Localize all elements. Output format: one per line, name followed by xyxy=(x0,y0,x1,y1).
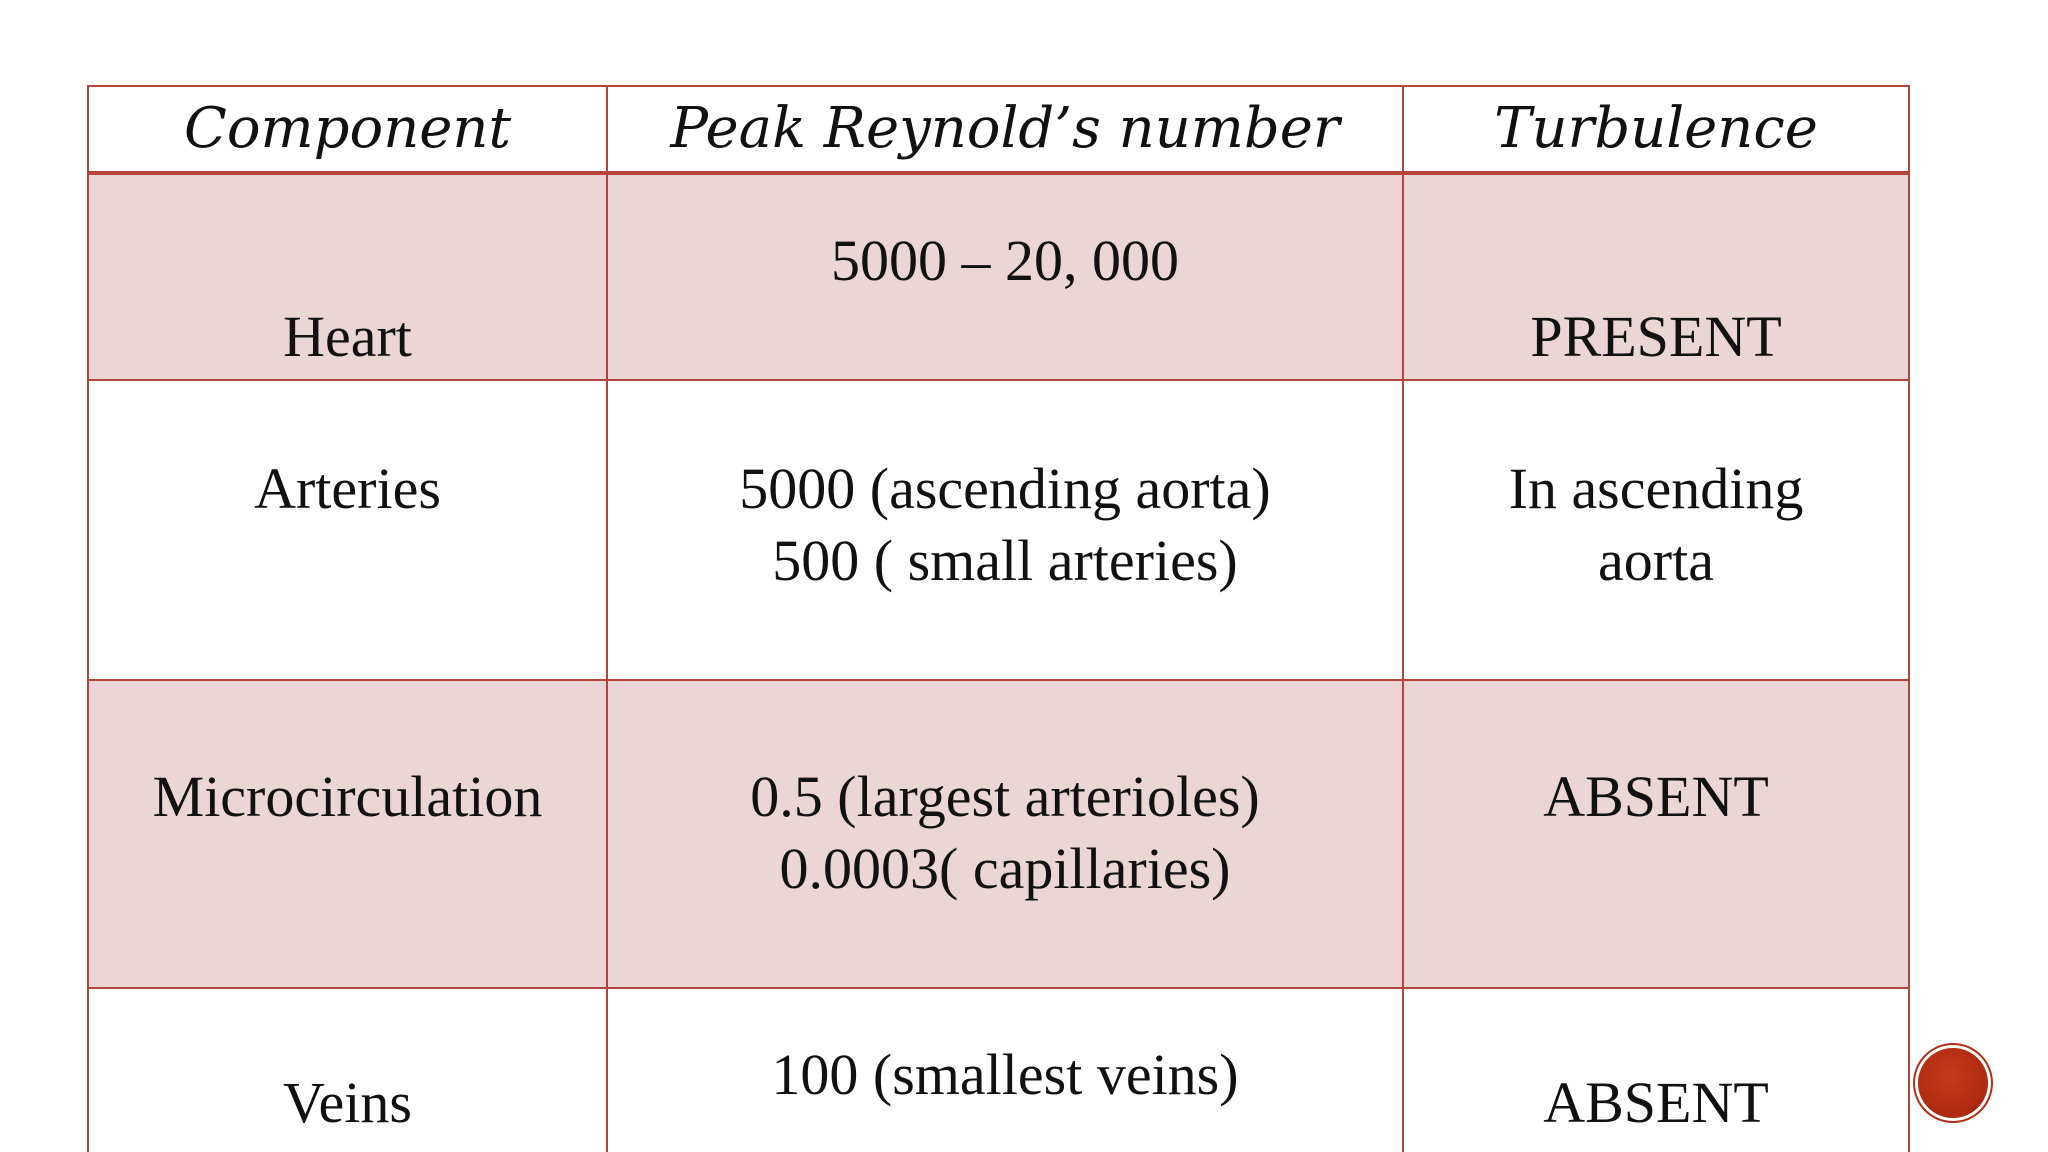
table-row xyxy=(88,988,1909,1152)
component-cell xyxy=(88,173,607,380)
table-row xyxy=(88,173,1909,380)
turbulence-cell xyxy=(1403,380,1909,680)
reynolds-value: 100 (smallest veins) xyxy=(771,1042,1239,1107)
table-row xyxy=(88,380,1909,680)
turbulence-cell xyxy=(1403,173,1909,380)
reynolds-value: 0.5 (largest arterioles) xyxy=(750,764,1260,829)
component-cell xyxy=(88,680,607,988)
reynolds-value: 5000 (ascending aorta) xyxy=(739,456,1271,521)
header-peak-reynolds-number: Peak Reynold’s number xyxy=(607,86,1403,173)
reynolds-cell xyxy=(607,380,1403,680)
header-component: Component xyxy=(88,86,607,173)
turbulence-value: aorta xyxy=(1598,528,1714,593)
component-cell xyxy=(88,988,607,1152)
reynolds-value: 5000 – 20, 000 xyxy=(831,228,1179,293)
header-turbulence: Turbulence xyxy=(1403,86,1909,173)
component-name: Microcirculation xyxy=(152,764,543,829)
reynolds-value: 0.0003( capillaries) xyxy=(779,836,1231,901)
next-slide-button-icon[interactable] xyxy=(1918,1048,1988,1118)
component-name: Veins xyxy=(283,1070,412,1135)
turbulence-cell xyxy=(1403,988,1909,1152)
reynolds-value: 500 ( small arteries) xyxy=(772,528,1238,593)
component-name: Arteries xyxy=(254,456,441,521)
turbulence-value: PRESENT xyxy=(1530,304,1782,369)
turbulence-value: In ascending xyxy=(1508,456,1804,521)
reynolds-table xyxy=(87,85,1910,1152)
turbulence-value: ABSENT xyxy=(1543,764,1769,829)
table-row xyxy=(88,680,1909,988)
turbulence-value: ABSENT xyxy=(1543,1070,1769,1135)
component-cell xyxy=(88,380,607,680)
reynolds-cell xyxy=(607,173,1403,380)
turbulence-cell xyxy=(1403,680,1909,988)
component-name: Heart xyxy=(283,304,412,369)
table-header-row xyxy=(88,86,1909,173)
reynolds-cell xyxy=(607,988,1403,1152)
reynolds-cell xyxy=(607,680,1403,988)
